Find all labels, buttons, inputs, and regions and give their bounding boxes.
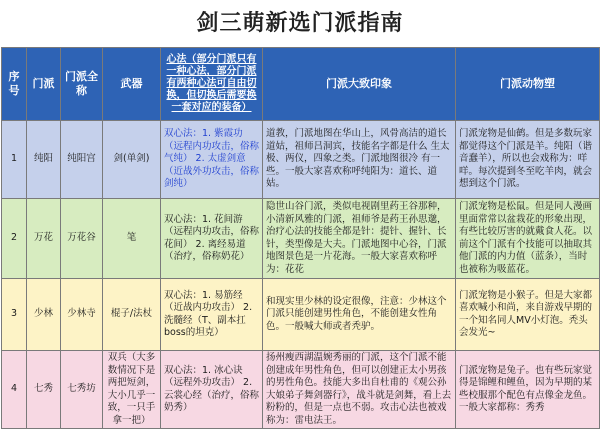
cell-fullname: 七秀坊 [61, 351, 103, 429]
cell-impression: 扬州瘦西湖温婉秀丽的门派，这个门派不能创建成年男性角色，但可以创建正太小男孩的男性角色。技能大多出自杜甫的《观公孙大娘弟子舞剑器行》，战斗就是剑舞，看上去粉粉的，但是一点也不弱。攻击心法也被戏称为：雷电法王。 [263, 351, 456, 429]
cell-impression: 隐世山谷门派，类似电视剧里药王谷那种，小清新风雅的门派，祖师爷是药王孙思邈，治疗心法的技能全都是针：提针、握针、长针，类型像是大夫。门派地图中心谷，门派地图景色是一片花海。一般大家喜欢称呼为：花花 [263, 199, 456, 279]
header-xinfa: 心法（部分门派只有一种心法，部分门派有两种心法可自由切换，但切换后需要换一套对应的装备） [161, 48, 263, 121]
cell-weapon: 剑(单剑) [103, 121, 161, 199]
cell-sect: 纯阳 [27, 121, 61, 199]
cell-sect: 七秀 [27, 351, 61, 429]
cell-weapon: 笔 [103, 199, 161, 279]
header-pet: 门派动物塑 [456, 48, 600, 121]
table-row [2, 351, 600, 429]
header-fullname: 门派全称 [61, 48, 103, 121]
cell-index: 1 [2, 121, 27, 199]
cell-weapon: 棍子/法杖 [103, 279, 161, 351]
table-row [2, 279, 600, 351]
table-row [2, 199, 600, 279]
cell-weapon: 双兵（大多数情况下是两把短剑，大小几乎一致，一只手拿一把） [103, 351, 161, 429]
cell-sect: 少林 [27, 279, 61, 351]
header-weapon: 武器 [103, 48, 161, 121]
cell-sect: 万花 [27, 199, 61, 279]
cell-pet: 门派宠物是松鼠。但是同人漫画里面常常以盆栽花的形象出现，有些比较厉害的就戴食人花。以前这个门派有个技能可以抽取其他门派的内力值（蓝条），当时也被称为吸蓝花。 [456, 199, 600, 279]
cell-impression: 道教，门派地图在华山上，风骨高洁的道长道姑，祖师吕洞宾，技能名字都是什么 生太极、两仪，四象之类。门派地图很冷 有一些。一般大家喜欢称呼纯阳为：道长、道姑。 [263, 121, 456, 199]
cell-fullname: 万花谷 [61, 199, 103, 279]
cell-pet: 门派宠物是兔子。也有些玩家觉得是锦鲤和鲤鱼，因为早期的某些校服那个配色有点像金龙鱼。一般大家都称：秀秀 [456, 351, 600, 429]
sect-guide-table [1, 47, 600, 429]
cell-fullname: 少林寺 [61, 279, 103, 351]
header-sect: 门派 [27, 48, 61, 121]
header-impression: 门派大致印象 [263, 48, 456, 121]
cell-xinfa: 双心法：1. 花间游（远程内功攻击，俗称花间） 2. 离经易道（治疗，俗称奶花） [161, 199, 263, 279]
cell-xinfa: 双心法：1. 冰心诀（远程外功攻击） 2. 云裳心经（治疗，俗称奶秀） [161, 351, 263, 429]
cell-impression: 和现实里少林的设定很像，注意：少林这个门派只能创建男性角色，不能创建女性角色。一般喊大师或者秃驴。 [263, 279, 456, 351]
cell-index: 4 [2, 351, 27, 429]
page-title: 剑三萌新选门派指南 [196, 11, 404, 36]
cell-index: 2 [2, 199, 27, 279]
header-row [2, 48, 600, 121]
cell-index: 3 [2, 279, 27, 351]
cell-xinfa: 双心法：1. 易筋经（近战内功攻击） 2. 洗髓经（T、副本扛boss的坦克） [161, 279, 263, 351]
table-row [2, 121, 600, 199]
cell-fullname: 纯阳宫 [61, 121, 103, 199]
header-index: 序号 [2, 48, 27, 121]
cell-xinfa: 双心法：1. 紫霞功（远程内功攻击，俗称气纯） 2. 太虚剑意（近战外功攻击，俗称剑纯） [161, 121, 263, 199]
cell-pet: 门派宠物是仙鹤。但是多数玩家都觉得这个门派是羊。纯阳（谐音蠢羊），所以也会戏称为：咩咩。每次提到冬至吃羊肉，就会想到这个门派。 [456, 121, 600, 199]
cell-pet: 门派宠物是小猴子。但是大家都喜欢喊小和尚，来自游戏早期的一个知名同人MV小灯泡。秃头会发光~ [456, 279, 600, 351]
